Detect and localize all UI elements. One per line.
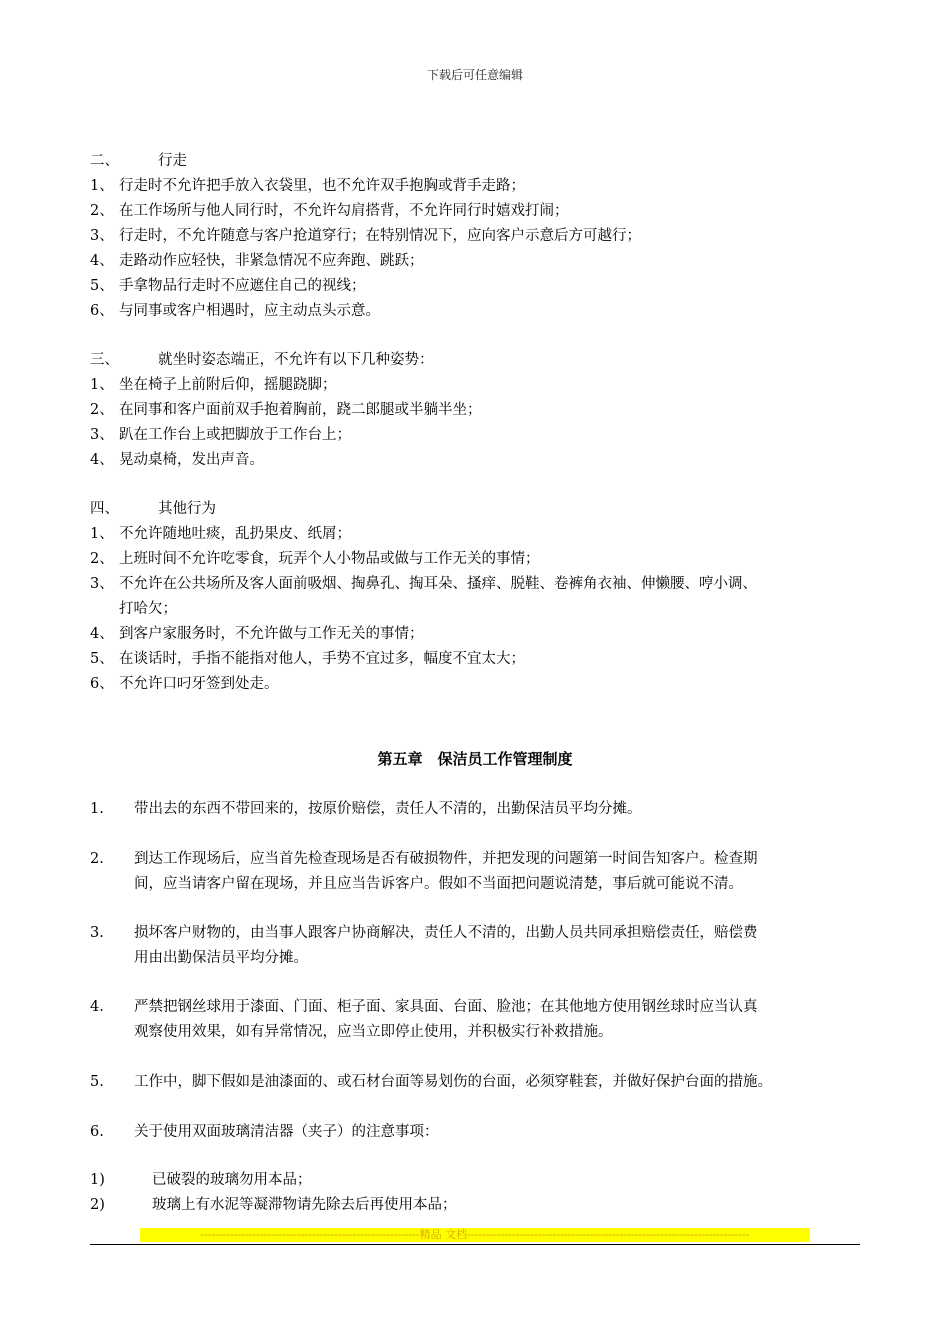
list-item: 6、 与同事或客户相遇时，应主动点头示意。: [90, 303, 380, 319]
section-number: 二、: [90, 153, 119, 169]
page-header: 下载后可任意编辑: [426, 68, 523, 82]
section-heading: [90, 150, 187, 172]
section-heading: [90, 498, 216, 520]
rule-item-continuation: 间，应当请客户留在现场，并且应当告诉客户。假如不当面把问题说清楚，事后就可能说不清。: [134, 876, 743, 892]
list-item: 2、 在工作场所与他人同行时，不允许勾肩搭背，不允许同行时嬉戏打闹；: [90, 203, 569, 219]
list-item: 5、 手拿物品行走时不应遮住自己的视线；: [90, 278, 366, 294]
rule-item: 1. 带出去的东西不带回来的，按原价赔偿，责任人不清的，出勤保洁员平均分摊。: [90, 801, 642, 817]
list-item: 3、 行走时，不允许随意与客户抢道穿行；在特别情况下，应向客户示意后方可越行；: [90, 228, 641, 244]
list-item: 1、 坐在椅子上前附后仰，摇腿跷脚；: [90, 377, 337, 393]
footer-dashes-right: ----------------------------------------------------------------------------: [467, 1228, 750, 1241]
list-item: 1、 不允许随地吐痰，乱扔果皮、纸屑；: [90, 526, 351, 542]
footer-label: 精品 文档: [419, 1228, 468, 1241]
sub-item: 2) 玻璃上有水泥等凝滞物请先除去后再使用本品；: [90, 1197, 457, 1213]
rule-item-continuation: 观察使用效果，如有异常情况，应当立即停止使用，并积极实行补救措施。: [134, 1024, 613, 1040]
section-number: 三、: [90, 352, 119, 368]
section-number: 四、: [90, 501, 119, 517]
list-item: 1、 行走时不允许把手放入衣袋里，也不允许双手抱胸或背手走路；: [90, 178, 525, 194]
list-item-continuation: 打哈欠；: [119, 601, 177, 617]
list-item: 4、 走路动作应轻快，非紧急情况不应奔跑、跳跃；: [90, 253, 424, 269]
section-title: 其他行为: [158, 501, 216, 517]
rule-item: 4. 严禁把钢丝球用于漆面、门面、柜子面、家具面、台面、脸池；在其他地方使用钢丝球时应当认真: [90, 999, 758, 1015]
rule-item: 6. 关于使用双面玻璃清洁器（夹子）的注意事项：: [90, 1124, 439, 1140]
chapter-title: 第五章 保洁员工作管理制度: [377, 750, 573, 768]
list-item: 5、 在谈话时，手指不能指对他人，手势不宜过多，幅度不宜太大；: [90, 651, 525, 667]
footer-dashes-left: -----------------------------------------------------------: [200, 1228, 420, 1241]
list-item: 4、 到客户家服务时，不允许做与工作无关的事情；: [90, 626, 424, 642]
footer-rule: [90, 1244, 860, 1245]
section-heading: [90, 349, 434, 371]
list-item: 6、 不允许口叼牙签到处走。: [90, 676, 279, 692]
section-title: 行走: [158, 153, 187, 169]
rule-item: 5. 工作中，脚下假如是油漆面的、或石材台面等易划伤的台面，必须穿鞋套，并做好保护台面的措施。: [90, 1074, 772, 1090]
rule-item: 2. 到达工作现场后，应当首先检查现场是否有破损物件，并把发现的问题第一时间告知客户。检查期: [90, 851, 758, 867]
sub-item: 1) 已破裂的玻璃勿用本品；: [90, 1172, 312, 1188]
list-item: 3、 趴在工作台上或把脚放于工作台上；: [90, 427, 351, 443]
list-item: 3、 不允许在公共场所及客人面前吸烟、掏鼻孔、掏耳朵、搔痒、脱鞋、卷裤角衣袖、伸懒腰、哼小调、: [90, 576, 757, 592]
rule-item-continuation: 用由出勤保洁员平均分摊。: [134, 950, 308, 966]
list-item: 2、 在同事和客户面前双手抱着胸前，跷二郎腿或半躺半坐；: [90, 402, 482, 418]
rule-item: 3. 损坏客户财物的，由当事人跟客户协商解决，责任人不清的，出勤人员共同承担赔偿责任，赔偿费: [90, 925, 758, 941]
footer-banner: [140, 1228, 810, 1242]
list-item: 4、 晃动桌椅，发出声音。: [90, 452, 264, 468]
list-item: 2、 上班时间不允许吃零食，玩弄个人小物品或做与工作无关的事情；: [90, 551, 540, 567]
section-title: 就坐时姿态端正，不允许有以下几种姿势：: [158, 352, 434, 368]
